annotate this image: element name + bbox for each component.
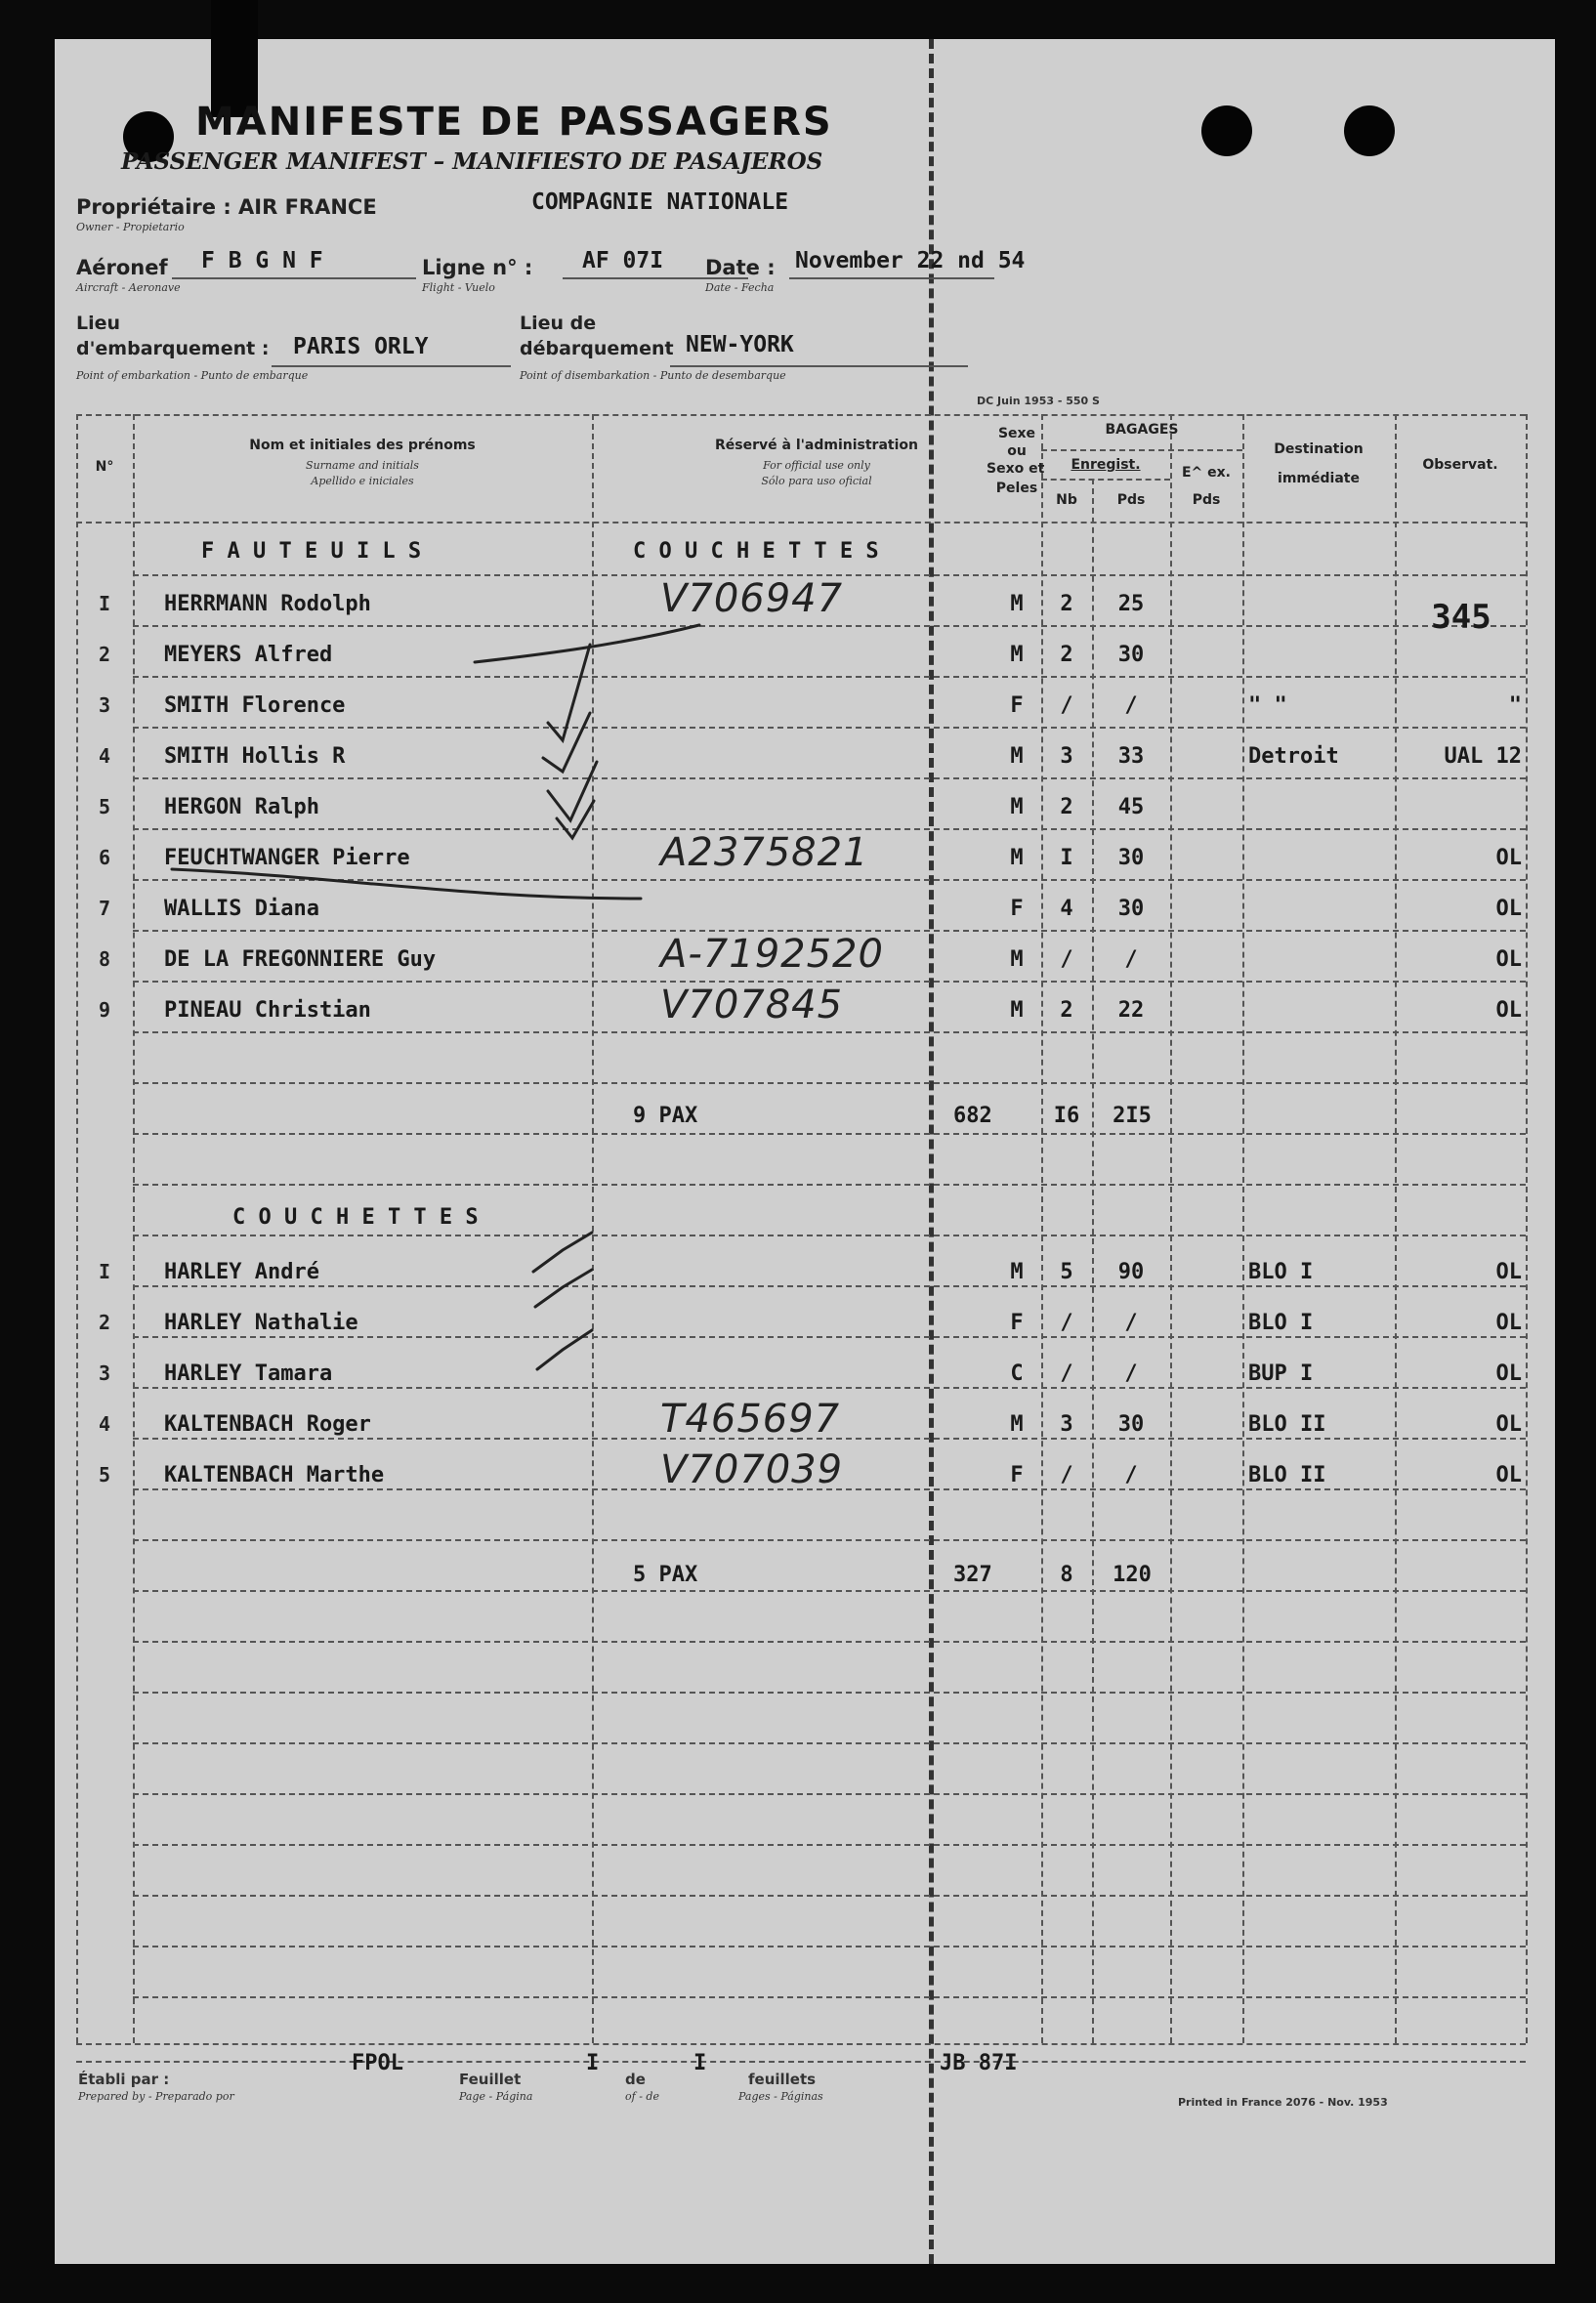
disembarkation-label-1: Lieu de [520, 313, 597, 334]
observation: OL [1495, 1412, 1522, 1437]
header-registered: Enregist. [1071, 457, 1141, 473]
sheet-label: Feuillet [459, 2071, 522, 2088]
section-2-label: C O U C H E T T E S [232, 1205, 479, 1230]
section-1-label-left: F A U T E U I L S [201, 539, 422, 564]
sheet-sublabel: Page - Página [459, 2090, 533, 2103]
passenger-sex: M [1010, 1260, 1024, 1284]
baggage-weight: / [1124, 947, 1138, 972]
header-admin-en: For official use only [763, 459, 870, 472]
embarkation-value: PARIS ORLY [293, 334, 429, 359]
observation: " [1508, 693, 1522, 718]
flight-value: AF 07I [582, 248, 664, 273]
passenger-name: HARLEY André [164, 1260, 319, 1284]
aircraft-sublabel: Aircraft - Aeronave [76, 281, 181, 294]
baggage-weight: 30 [1117, 846, 1145, 870]
row-number: 7 [98, 897, 111, 920]
row-number: 4 [98, 1412, 111, 1436]
header-name-es: Apellido e iniciales [311, 475, 414, 487]
baggage-weight: / [1124, 1361, 1138, 1386]
prepared-sublabel: Prepared by - Preparado por [78, 2090, 234, 2103]
passenger-name: HERRMANN Rodolph [164, 592, 371, 616]
header-sex-2: ou [1007, 443, 1027, 459]
passenger-sex: F [1010, 1311, 1024, 1335]
passenger-name: KALTENBACH Marthe [164, 1463, 385, 1487]
embarkation-label-1: Lieu [76, 313, 121, 334]
baggage-weight: 22 [1117, 998, 1145, 1023]
passenger-sex: M [1010, 795, 1024, 819]
observation: OL [1495, 1311, 1522, 1335]
observation: OL [1495, 1260, 1522, 1284]
passenger-sex: M [1010, 643, 1024, 667]
passport-number: A-7192520 [660, 932, 884, 977]
row-number: 5 [98, 795, 111, 818]
header-pds: Pds [1116, 492, 1146, 508]
section-2-total-pds: 120 [1113, 1563, 1152, 1587]
row-number: 4 [98, 744, 111, 768]
owner-label: Propriétaire : AIR FRANCE [76, 195, 377, 219]
passenger-sex: F [1010, 897, 1024, 921]
passenger-sex: M [1010, 592, 1024, 616]
passenger-sex: M [1010, 947, 1024, 972]
check-mark-harley-andre [533, 1233, 592, 1272]
baggage-weight: 45 [1117, 795, 1145, 819]
owner-value: COMPAGNIE NATIONALE [531, 189, 789, 215]
baggage-count: / [1060, 1311, 1073, 1335]
header-observations: Observat. [1422, 457, 1498, 473]
disembarkation-sublabel: Point of disembarkation - Punto de desembarque [520, 369, 786, 382]
row-number: 2 [98, 1311, 111, 1334]
baggage-weight: 33 [1117, 744, 1145, 769]
header-name-en: Surname and initials [306, 459, 419, 472]
observation: OL [1495, 897, 1522, 921]
header-destination-1: Destination [1274, 441, 1364, 457]
manifest-sheet [55, 39, 1555, 2264]
embarkation-label-2: d'embarquement : [76, 338, 270, 359]
flight-sublabel: Flight - Vuelo [422, 281, 495, 294]
baggage-weight: 90 [1117, 1260, 1145, 1284]
row-number: 2 [98, 643, 111, 666]
passenger-name: DE LA FREGONNIERE Guy [164, 947, 437, 972]
date-value: November 22 nd 54 [795, 248, 1026, 273]
header-sex-3: Sexo et [987, 461, 1045, 477]
observation: OL [1495, 1463, 1522, 1487]
baggage-count: 5 [1060, 1260, 1073, 1284]
baggage-weight: / [1124, 1463, 1138, 1487]
section-1-total-pax: 9 PAX [633, 1104, 698, 1128]
passport-number: V707845 [660, 983, 844, 1027]
footer-top-line [76, 2061, 1526, 2063]
baggage-weight: / [1124, 1311, 1138, 1335]
header-no: N° [95, 459, 114, 475]
section-1-total-pds: 2I5 [1113, 1104, 1152, 1128]
header-destination-2: immédiate [1278, 471, 1360, 486]
baggage-count: 2 [1060, 643, 1073, 667]
row-number: I [98, 1260, 111, 1283]
disembarkation-label-2: débarquement [520, 338, 674, 359]
passenger-sex: M [1010, 1412, 1024, 1437]
row-number: 3 [98, 693, 111, 717]
passenger-name: HERGON Ralph [164, 795, 319, 819]
passport-number: A2375821 [660, 830, 869, 875]
baggage-count: 2 [1060, 592, 1073, 616]
baggage-count: 4 [1060, 897, 1073, 921]
section-1-total-weight: 682 [953, 1104, 992, 1128]
form-code: DC Juin 1953 - 550 S [977, 395, 1100, 407]
of-sublabel: of - de [625, 2090, 659, 2103]
disembarkation-value: NEW-YORK [686, 332, 794, 357]
aircraft-value: F B G N F [201, 248, 323, 273]
row-number: 3 [98, 1361, 111, 1385]
date-sublabel: Date - Fecha [705, 281, 775, 294]
destination: BLO I [1248, 1260, 1314, 1284]
check-mark-smith-h [548, 762, 597, 820]
header-nb: Nb [1056, 492, 1077, 508]
baggage-count: / [1060, 1463, 1073, 1487]
baggage-weight: 25 [1117, 592, 1145, 616]
baggage-count: 2 [1060, 795, 1073, 819]
handwritten-marks [55, 39, 1555, 2264]
baggage-count: 2 [1060, 998, 1073, 1023]
observation: OL [1495, 846, 1522, 870]
passenger-sex: M [1010, 846, 1024, 870]
observation: OL [1495, 947, 1522, 972]
passenger-name: FEUCHTWANGER Pierre [164, 846, 410, 870]
header-admin: Réservé à l'administration [715, 438, 918, 453]
section-2-total-weight: 327 [953, 1563, 992, 1587]
passenger-sex: F [1010, 693, 1024, 718]
passport-number: T465697 [660, 1397, 841, 1442]
observation: 345 [1431, 598, 1491, 637]
header-sex-1: Sexe [997, 426, 1036, 441]
observation: OL [1495, 1361, 1522, 1386]
section-2-total-pax: 5 PAX [633, 1563, 698, 1587]
passenger-sex: C [1010, 1361, 1024, 1386]
footer-code: JB 87I [940, 2051, 1018, 2075]
row-number: 5 [98, 1463, 111, 1486]
section-2-total-nb: 8 [1060, 1563, 1073, 1587]
observation: UAL 12 [1444, 744, 1522, 769]
prepared-value: FPOL [352, 2051, 403, 2075]
destination: BLO II [1248, 1463, 1326, 1487]
baggage-count: / [1060, 693, 1073, 718]
passenger-name: KALTENBACH Roger [164, 1412, 371, 1437]
destination: BLO II [1248, 1412, 1326, 1437]
strike-line-feuchtwanger [172, 869, 641, 899]
row-number: 8 [98, 947, 111, 971]
observation: OL [1495, 998, 1522, 1023]
destination: " " [1248, 693, 1287, 718]
passenger-name: WALLIS Diana [164, 897, 319, 921]
passenger-name: HARLEY Nathalie [164, 1311, 358, 1335]
passenger-sex: F [1010, 1463, 1024, 1487]
row-number: 9 [98, 998, 111, 1022]
sheets-sublabel: Pages - Páginas [738, 2090, 823, 2103]
baggage-count: 3 [1060, 1412, 1073, 1437]
baggage-count: / [1060, 947, 1073, 972]
baggage-count: / [1060, 1361, 1073, 1386]
destination: BLO I [1248, 1311, 1314, 1335]
date-label: Date : [705, 256, 776, 279]
passenger-name: SMITH Hollis R [164, 744, 346, 769]
baggage-count: I [1060, 846, 1073, 870]
baggage-weight: 30 [1117, 897, 1145, 921]
prepared-label: Établi par : [78, 2071, 170, 2088]
destination: Detroit [1248, 744, 1339, 769]
passenger-name: MEYERS Alfred [164, 643, 333, 667]
printed-note: Printed in France 2076 - Nov. 1953 [1178, 2096, 1388, 2109]
aircraft-label: Aéronef [76, 256, 168, 279]
section-1-label-right: C O U C H E T T E S [633, 539, 879, 564]
baggage-count: 3 [1060, 744, 1073, 769]
passenger-sex: M [1010, 744, 1024, 769]
passenger-name: HARLEY Tamara [164, 1361, 333, 1386]
row-number: 6 [98, 846, 111, 869]
check-mark-harley-nathalie [535, 1270, 592, 1307]
passport-number: V706947 [660, 576, 844, 621]
row-number: I [98, 592, 111, 615]
sheet-value: I [586, 2051, 600, 2075]
title-fr: MANIFESTE DE PASSAGERS [195, 100, 833, 145]
header-admin-es: Sólo para uso oficial [761, 475, 872, 487]
check-mark-harley-tamara [537, 1330, 592, 1369]
passenger-name: SMITH Florence [164, 693, 346, 718]
header-excess-1: E^ ex. [1181, 465, 1231, 481]
passenger-name: PINEAU Christian [164, 998, 371, 1023]
destination: BUP I [1248, 1361, 1314, 1386]
owner-sublabel: Owner - Propietario [76, 221, 185, 233]
passport-number: V707039 [660, 1447, 844, 1492]
header-sex-4: Peles [995, 481, 1038, 496]
embarkation-sublabel: Point of embarkation - Punto de embarque [76, 369, 309, 382]
baggage-weight: 30 [1117, 1412, 1145, 1437]
baggage-weight: 30 [1117, 643, 1145, 667]
of-label: de [625, 2071, 646, 2088]
sheets-label: feuillets [748, 2071, 817, 2088]
header-name: Nom et initiales des prénoms [249, 438, 476, 453]
section-1-total-nb: I6 [1053, 1104, 1080, 1128]
baggage-weight: / [1124, 693, 1138, 718]
header-baggage: BAGAGES [1105, 422, 1179, 438]
title-en-es: PASSENGER MANIFEST – MANIFIESTO DE PASAJEROS [121, 148, 823, 175]
of-value: I [693, 2051, 707, 2075]
passenger-sex: M [1010, 998, 1024, 1023]
header-excess-2: Pds [1192, 492, 1221, 508]
flight-label: Ligne n° : [422, 256, 533, 279]
